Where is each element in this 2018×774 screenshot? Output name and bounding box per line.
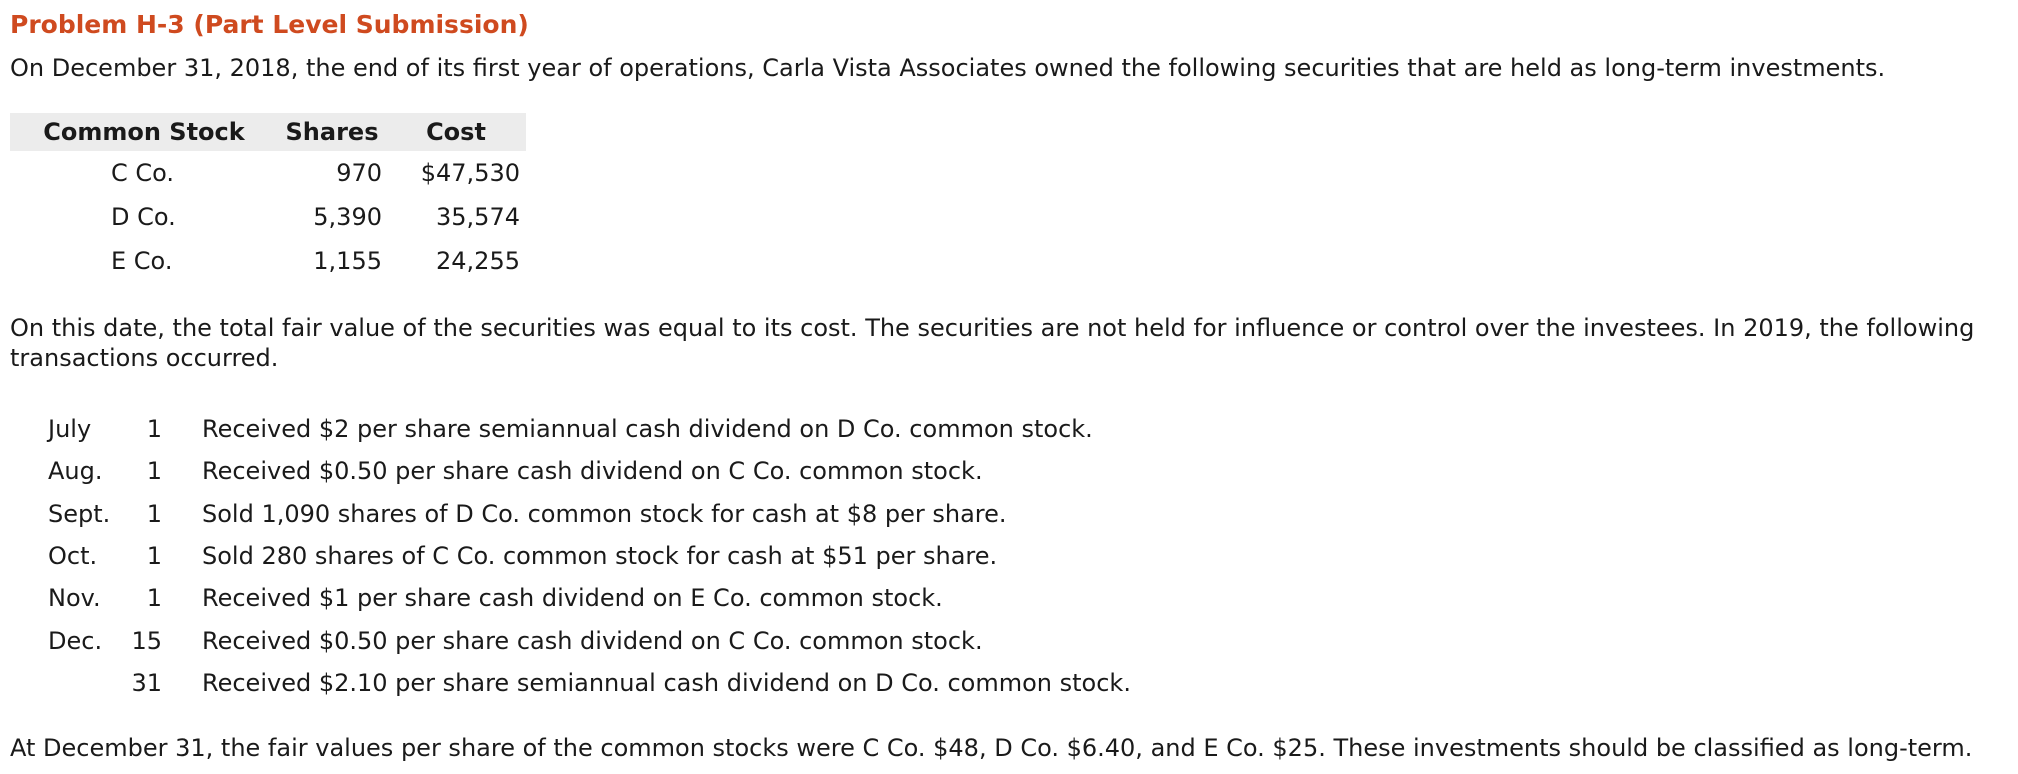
intro-paragraph: On December 31, 2018, the end of its first year of operations, Carla Vista Associates owned the following securities that are held as long-term investments. [10,54,1886,82]
transaction-description: Received $2.10 per share semiannual cash dividend on D Co. common stock. [202,668,1131,697]
transactions-table [48,408,1131,704]
header-shares: Shares [278,113,386,151]
transaction-description: Sold 280 shares of C Co. common stock for cash at $51 per share. [202,542,998,571]
transaction-month: Oct. [48,542,98,571]
stock-shares: 5,390 [313,203,382,231]
stock-cost: 24,255 [436,247,520,275]
transaction-day: 15 [131,626,162,655]
transaction-row [48,662,1131,704]
middle-paragraph: On this date, the total fair value of the securities was equal to its cost. The securities are not held for influence or control over the investees. In 2019, the following transactions occurred. [10,314,1975,372]
stock-name: E Co. [111,247,173,275]
transaction-description: Sold 1,090 shares of D Co. common stock for cash at $8 per share. [202,499,1007,528]
transaction-day: 1 [146,584,162,613]
problem-title: Problem H-3 (Part Level Submission) [10,10,529,39]
holdings-header-row [10,113,526,151]
stock-shares: 1,155 [313,247,382,275]
stock-shares: 970 [336,159,382,187]
table-row [10,151,526,195]
closing-paragraph: At December 31, the fair values per share of the common stocks were C Co. $48, D Co. $6.40, and E Co. $25. These investments should be classified as long-term. [10,734,1973,762]
transaction-row [48,493,1131,535]
stock-name: C Co. [111,159,175,187]
transaction-description: Received $2 per share semiannual cash dividend on D Co. common stock. [202,415,1093,444]
transaction-day: 1 [146,457,162,486]
table-row [10,195,526,239]
transaction-description: Received $0.50 per share cash dividend on C Co. common stock. [202,626,983,655]
transaction-description: Received $0.50 per share cash dividend on C Co. common stock. [202,457,983,486]
header-common-stock: Common Stock [10,113,278,151]
stock-cost: 35,574 [436,203,520,231]
table-row [10,239,526,283]
transaction-month: Nov. [48,584,101,613]
transaction-day: 31 [131,668,162,697]
transaction-row [48,577,1131,619]
transaction-row [48,619,1131,661]
transaction-row [48,535,1131,577]
transaction-day: 1 [146,542,162,571]
transaction-day: 1 [146,415,162,444]
stock-cost: $47,530 [420,159,520,187]
transaction-description: Received $1 per share cash dividend on E Co. common stock. [202,584,943,613]
transaction-month: Aug. [48,457,103,486]
transaction-month: July [48,415,92,444]
transaction-month: Dec. [48,626,103,655]
header-cost: Cost [386,113,526,151]
transaction-row [48,450,1131,492]
transaction-month: Sept. [48,499,111,528]
transaction-row [48,408,1131,450]
stock-name: D Co. [111,203,176,231]
transaction-day: 1 [146,499,162,528]
transaction-month [48,662,122,704]
holdings-table [10,113,526,283]
